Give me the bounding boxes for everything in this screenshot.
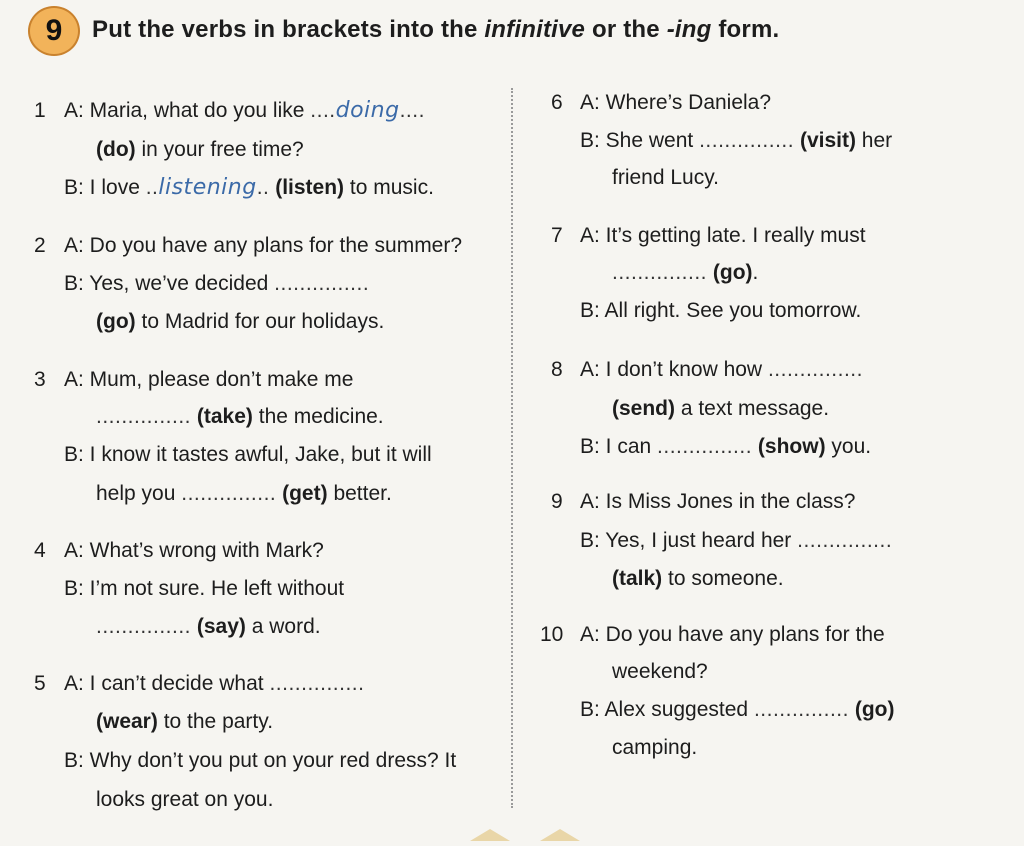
- item-2-line-1: A: Do you have any plans for the summer?: [64, 234, 463, 257]
- item-3-line-3: B: I know it tastes awful, Jake, but it will: [64, 443, 432, 466]
- exercise-number-badge: [28, 6, 80, 56]
- item-10-line-3: [580, 699, 894, 720]
- answer-blank[interactable]: ...............: [612, 261, 708, 284]
- item-8-line-2: [612, 398, 829, 419]
- verb-hint: (go): [712, 261, 753, 284]
- answer-blank[interactable]: ...............: [96, 405, 192, 428]
- verb-hint: (wear): [96, 710, 158, 733]
- item-10-line-1: A: Do you have any plans for the: [580, 623, 885, 646]
- item-number-2: 2: [34, 234, 46, 257]
- answer-blank[interactable]: ...............: [274, 272, 370, 295]
- title-italic-ing: -ing: [666, 16, 712, 43]
- answer-blank[interactable]: ...............: [753, 698, 849, 721]
- item-5-line-3: B: Why don’t you put on your red dress? It: [64, 749, 457, 772]
- exercise-number: 9: [45, 14, 63, 47]
- answer-blank[interactable]: ...............: [699, 129, 795, 152]
- handwritten-answer-1: doing: [335, 98, 400, 123]
- item-2-text: to Madrid for our holidays.: [135, 310, 385, 333]
- blank-dots: ....: [310, 99, 336, 122]
- item-3-line-4: [96, 483, 392, 504]
- column-divider: [511, 88, 513, 808]
- verb-hint: (say): [196, 615, 246, 638]
- answer-blank[interactable]: ...............: [269, 672, 365, 695]
- item-number-10: 10: [540, 623, 564, 646]
- verb-hint: (get): [282, 482, 328, 505]
- item-7-line-3: B: All right. See you tomorrow.: [580, 299, 862, 322]
- item-4-line-2: B: I’m not sure. He left without: [64, 577, 345, 600]
- item-number-9: 9: [551, 490, 563, 513]
- item-3-text: better.: [327, 482, 392, 505]
- item-5-line-4: looks great on you.: [96, 788, 274, 811]
- item-6-text: her: [855, 129, 893, 152]
- item-8-line-1: [580, 359, 863, 380]
- item-4-line-1: A: What’s wrong with Mark?: [64, 539, 324, 562]
- item-3-line-2: [96, 406, 384, 427]
- item-6-line-3: friend Lucy.: [612, 166, 719, 189]
- item-1-response: B: I love: [64, 176, 146, 199]
- item-7-line-2: [612, 262, 758, 283]
- page-corner-decoration: [470, 827, 580, 841]
- verb-hint: (take): [196, 405, 253, 428]
- verb-hint: (send): [612, 397, 675, 420]
- item-9-line-3: [612, 568, 784, 589]
- item-6-response: B: She went: [580, 129, 700, 152]
- item-10-line-2: weekend?: [612, 660, 708, 683]
- answer-blank[interactable]: ...............: [767, 358, 863, 381]
- item-9-line-1: A: Is Miss Jones in the class?: [580, 490, 856, 513]
- item-1-line-2: [96, 139, 304, 160]
- item-7-text: .: [752, 261, 759, 284]
- answer-blank[interactable]: ...............: [96, 615, 192, 638]
- item-10-response: B: Alex suggested: [580, 698, 754, 721]
- item-5-line-2: [96, 711, 273, 732]
- item-1-text: to music.: [344, 176, 434, 199]
- handwritten-answer-2: listening: [158, 175, 257, 200]
- item-8-response: B: I can: [580, 435, 658, 458]
- item-9-line-2: [580, 530, 892, 551]
- item-10-line-4: camping.: [612, 736, 698, 759]
- item-6-line-1: A: Where’s Daniela?: [580, 91, 772, 114]
- item-9-text: to someone.: [662, 567, 784, 590]
- blank-dots: ..: [256, 176, 270, 199]
- item-4-text: a word.: [245, 615, 321, 638]
- item-4-line-3: [96, 616, 321, 637]
- answer-blank[interactable]: ...............: [657, 435, 753, 458]
- item-number-8: 8: [551, 358, 563, 381]
- item-7-line-1: A: It’s getting late. I really must: [580, 224, 866, 247]
- item-number-6: 6: [551, 91, 563, 114]
- item-1-question: A: Maria, what do you like: [64, 99, 311, 122]
- title-part-3: form.: [711, 16, 780, 43]
- answer-blank[interactable]: ...............: [797, 529, 893, 552]
- verb-hint: (go): [854, 698, 895, 721]
- verb-hint: (do): [96, 138, 136, 161]
- item-number-4: 4: [34, 539, 46, 562]
- item-2-response: B: Yes, we’ve decided: [64, 272, 275, 295]
- item-5-line-1: [64, 673, 364, 694]
- item-5-question: A: I can’t decide what: [64, 672, 270, 695]
- title-part-1: Put the verbs in brackets into the: [92, 16, 485, 43]
- item-number-3: 3: [34, 368, 46, 391]
- item-1-line-3: [64, 177, 434, 199]
- item-number-5: 5: [34, 672, 46, 695]
- page-tab-shape: [470, 827, 580, 841]
- item-3-line-1: A: Mum, please don’t make me: [64, 368, 354, 391]
- verb-hint: (visit): [799, 129, 856, 152]
- item-8-text: you.: [825, 435, 872, 458]
- item-6-line-2: [580, 130, 892, 151]
- answer-blank[interactable]: ...............: [181, 482, 277, 505]
- title-part-2: or the: [585, 16, 667, 43]
- item-2-line-3: [96, 311, 384, 332]
- title-italic-infinitive: infinitive: [484, 16, 586, 43]
- item-1-text: in your free time?: [135, 138, 304, 161]
- item-3-text: help you: [96, 482, 182, 505]
- verb-hint: (listen): [275, 176, 345, 199]
- item-2-line-2: [64, 273, 369, 294]
- item-3-text: the medicine.: [252, 405, 384, 428]
- blank-dots: ....: [399, 99, 425, 122]
- item-8-line-3: [580, 436, 871, 457]
- item-9-response: B: Yes, I just heard her: [580, 529, 798, 552]
- item-5-text: to the party.: [157, 710, 274, 733]
- exercise-instruction: [92, 16, 779, 44]
- verb-hint: (go): [96, 310, 136, 333]
- item-number-7: 7: [551, 224, 563, 247]
- item-number-1: 1: [34, 99, 46, 122]
- item-8-question: A: I don’t know how: [580, 358, 768, 381]
- verb-hint: (show): [757, 435, 826, 458]
- item-1-line-1: [64, 100, 425, 122]
- verb-hint: (talk): [612, 567, 663, 590]
- item-8-text: a text message.: [675, 397, 830, 420]
- blank-dots: ..: [145, 176, 159, 199]
